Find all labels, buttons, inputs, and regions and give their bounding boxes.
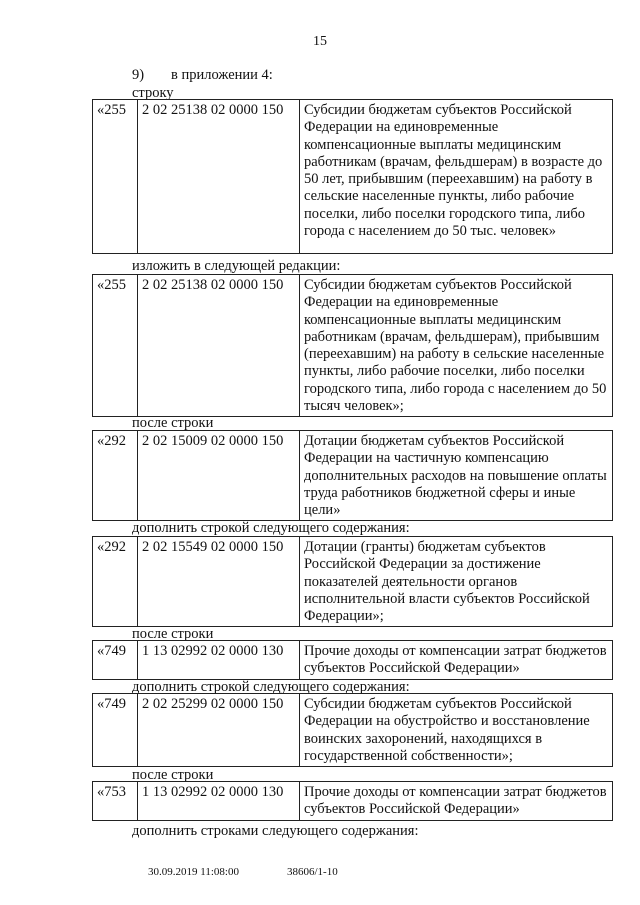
table-row [92, 781, 613, 821]
label-line: строку [132, 85, 174, 101]
table-row [92, 99, 613, 254]
table-row [92, 693, 613, 767]
row-number: «292 [93, 537, 138, 627]
item-text: в приложении 4: [171, 67, 273, 83]
label-line: дополнить строками следующего содержания: [132, 823, 419, 839]
footer-code: 38606/1-10 [287, 866, 338, 878]
label-line: дополнить строкой следующего содержания: [132, 520, 410, 536]
row-text: Дотации бюджетам субъектов Российской Федерации на частичную компенсацию дополнительных расходов на повышение оплаты труда работников бюджетной сферы и иные цели» [300, 431, 613, 521]
row-text: Прочие доходы от компенсации затрат бюджетов субъектов Российской Федерации» [300, 641, 613, 680]
row-text: Дотации (гранты) бюджетам субъектов Российской Федерации за достижение показателей деятельности органов исполнительной власти субъектов Российской Федерации»; [300, 537, 613, 627]
row-code: 2 02 15549 02 0000 150 [138, 537, 300, 627]
row-number: «753 [93, 782, 138, 821]
row-code: 2 02 15009 02 0000 150 [138, 431, 300, 521]
row-number: «749 [93, 641, 138, 680]
row-code: 2 02 25299 02 0000 150 [138, 694, 300, 767]
row-code: 1 13 02992 02 0000 130 [138, 782, 300, 821]
table-row [92, 274, 613, 417]
row-text: Субсидии бюджетам субъектов Российской Федерации на единовременные компенсационные выплаты медицинским работникам (врачам, фельдшерам), прибывшим (переехавшим) на работу в сельские населенные пункты, либо рабочие поселки, либо поселки городского типа, либо города с населением до 50 тысяч человек»; [300, 275, 613, 417]
row-number: «255 [93, 100, 138, 254]
row-number: «292 [93, 431, 138, 521]
row-code: 1 13 02992 02 0000 130 [138, 641, 300, 680]
table-row [92, 536, 613, 627]
label-line: дополнить строкой следующего содержания: [132, 679, 410, 695]
page-number: 15 [313, 34, 327, 49]
label-line: изложить в следующей редакции: [132, 258, 341, 274]
footer-date: 30.09.2019 11:08:00 [148, 866, 239, 878]
item-number: 9) [132, 67, 145, 83]
row-number: «255 [93, 275, 138, 417]
row-text: Субсидии бюджетам субъектов Российской Федерации на обустройство и восстановление воинских захоронений, находящихся в государственной собственности»; [300, 694, 613, 767]
label-line: после строки [132, 767, 214, 783]
row-number: «749 [93, 694, 138, 767]
table-row [92, 640, 613, 680]
row-text: Прочие доходы от компенсации затрат бюджетов субъектов Российской Федерации» [300, 782, 613, 821]
label-line: после строки [132, 415, 214, 431]
row-code: 2 02 25138 02 0000 150 [138, 100, 300, 254]
row-text: Субсидии бюджетам субъектов Российской Федерации на единовременные компенсационные выплаты медицинским работникам (врачам, фельдшерам) в возрасте до 50 лет, прибывшим (переехавшим) на работу в сельские населенные пункты, либо рабочие поселки, либо поселки городского типа, либо города с населением до 50 тыс. человек» [300, 100, 613, 254]
table-row [92, 430, 613, 521]
label-line: после строки [132, 626, 214, 642]
row-code: 2 02 25138 02 0000 150 [138, 275, 300, 417]
